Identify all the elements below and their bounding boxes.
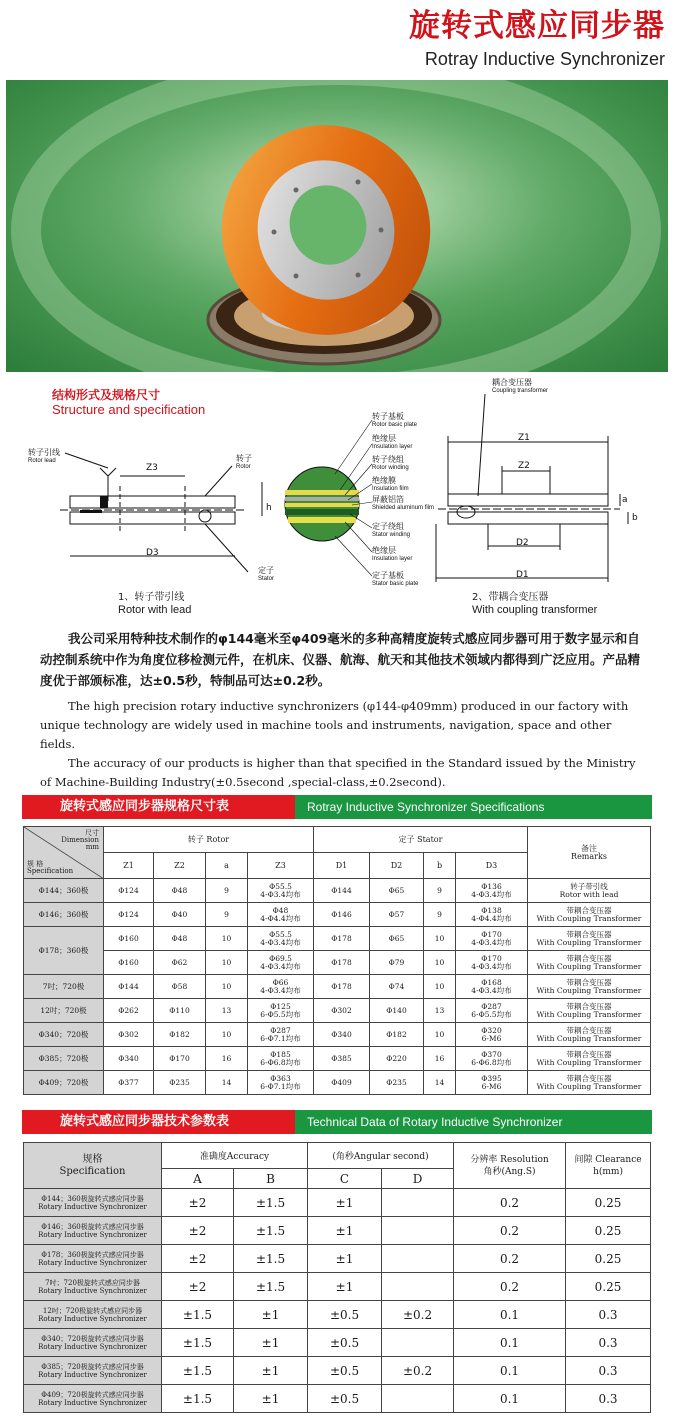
dim-d1: D1: [516, 570, 529, 580]
z1-cell: Φ160: [104, 951, 154, 975]
table-row: [24, 1329, 651, 1357]
grade-b-cell: ±1.5: [234, 1245, 308, 1273]
label-rotor-lead: 转子引线 Rotor lead: [28, 448, 60, 464]
remarks-cell: 带耦合变压器 With Coupling Transformer: [528, 927, 651, 951]
resolution-cell: 0.2: [454, 1189, 566, 1217]
caption-rotor-with-lead: 1、转子带引线 Rotor with lead: [118, 592, 192, 616]
b-cell: 10: [424, 951, 456, 975]
table-row: [24, 999, 651, 1023]
resolution-cell: 0.1: [454, 1357, 566, 1385]
grade-header: B: [234, 1169, 308, 1189]
d3-cell: Φ395 6-M6: [456, 1071, 528, 1095]
page-subtitle: Rotray Inductive Synchronizer: [424, 49, 665, 69]
z2-cell: Φ40: [154, 903, 206, 927]
z1-cell: Φ124: [104, 879, 154, 903]
z3-cell: Φ287 6-Φ7.1均布: [248, 1023, 314, 1047]
grade-d-cell: [382, 1273, 454, 1301]
tech-spec-cell: Φ340；720极旋转式感应同步器 Rotary Inductive Synchronizer: [24, 1329, 162, 1357]
dim-z1: Z1: [518, 433, 530, 443]
b-cell: 9: [424, 879, 456, 903]
table-row: [24, 1357, 651, 1385]
b-cell: 16: [424, 1047, 456, 1071]
d3-cell: Φ320 6-M6: [456, 1023, 528, 1047]
z2-cell: Φ58: [154, 975, 206, 999]
z1-cell: Φ302: [104, 1023, 154, 1047]
grade-c-cell: ±0.5: [308, 1385, 382, 1413]
d3-cell: Φ370 6-Φ6.8均布: [456, 1047, 528, 1071]
z1-cell: Φ124: [104, 903, 154, 927]
tech-spec-cell: Φ385；720极旋转式感应同步器 Rotary Inductive Synchronizer: [24, 1357, 162, 1385]
grade-a-cell: ±2: [162, 1273, 234, 1301]
spec-cell: Φ144；360极: [24, 879, 104, 903]
d3-cell: Φ168 4-Φ3.4均布: [456, 975, 528, 999]
table-row: [24, 1071, 651, 1095]
remarks-cell: 带耦合变压器 With Coupling Transformer: [528, 951, 651, 975]
grade-a-cell: ±2: [162, 1189, 234, 1217]
grade-header: C: [308, 1169, 382, 1189]
table-row: [24, 1047, 651, 1071]
table-row: [24, 975, 651, 999]
structure-heading-cn: 结构形式及规格尺寸: [52, 388, 161, 402]
clearance-cell: 0.25: [566, 1189, 651, 1217]
dim-h: h: [266, 503, 272, 513]
grade-c-cell: ±1: [308, 1189, 382, 1217]
grade-b-cell: ±1.5: [234, 1273, 308, 1301]
dim-b: b: [632, 513, 638, 523]
structure-heading-en: Structure and specification: [52, 402, 206, 417]
d1-cell: Φ146: [314, 903, 370, 927]
dim-d3: D3: [146, 548, 159, 558]
spec-cell: Φ178；360极: [24, 927, 104, 975]
spec-corner-header: 尺寸 Dimension mm 规 格 Specification: [24, 827, 104, 879]
z2-cell: Φ62: [154, 951, 206, 975]
z3-cell: Φ55.5 4-Φ3.4均布: [248, 879, 314, 903]
tech-spec-cell: Φ409；720极旋转式感应同步器 Rotary Inductive Synchronizer: [24, 1385, 162, 1413]
d1-cell: Φ385: [314, 1047, 370, 1071]
d2-cell: Φ182: [370, 1023, 424, 1047]
grade-c-cell: ±0.5: [308, 1301, 382, 1329]
spec-bar-en: Rotray Inductive Synchronizer Specifications: [295, 795, 652, 819]
d1-cell: Φ409: [314, 1071, 370, 1095]
grade-b-cell: ±1: [234, 1301, 308, 1329]
a-cell: 14: [206, 1071, 248, 1095]
grade-a-cell: ±1.5: [162, 1385, 234, 1413]
table-row: [24, 879, 651, 903]
intro-english-p1: The high precision rotary inductive synchronizers (φ144-φ409mm) produced in our factory with unique technology are widely used in machine tools and instruments, navigation, space and other fields.: [40, 699, 629, 751]
dim-a: a: [622, 495, 628, 505]
b-cell: 14: [424, 1071, 456, 1095]
z3-cell: Φ185 6-Φ6.8均布: [248, 1047, 314, 1071]
title-block: [409, 6, 665, 70]
d2-cell: Φ140: [370, 999, 424, 1023]
grade-d-cell: [382, 1189, 454, 1217]
spec-cell: Φ340；720极: [24, 1023, 104, 1047]
d2-cell: Φ57: [370, 903, 424, 927]
b-cell: 13: [424, 999, 456, 1023]
clearance-cell: 0.3: [566, 1329, 651, 1357]
grade-a-cell: ±1.5: [162, 1329, 234, 1357]
grade-b-cell: ±1: [234, 1385, 308, 1413]
z1-cell: Φ262: [104, 999, 154, 1023]
resolution-cell: 0.2: [454, 1217, 566, 1245]
z1-cell: Φ377: [104, 1071, 154, 1095]
remarks-cell: 带耦合变压器 With Coupling Transformer: [528, 1047, 651, 1071]
d1-cell: Φ178: [314, 951, 370, 975]
z2-cell: Φ170: [154, 1047, 206, 1071]
dim-d2: D2: [516, 538, 529, 548]
spec-section-bar: [22, 795, 652, 819]
d3-cell: Φ170 4-Φ3.4均布: [456, 951, 528, 975]
table-row: [24, 1189, 651, 1217]
grade-d-cell: [382, 1245, 454, 1273]
grade-c-cell: ±0.5: [308, 1329, 382, 1357]
caption-with-coupling-transformer: 2、带耦合变压器 With coupling transformer: [472, 592, 598, 616]
z3-cell: Φ48 4-Φ4.4均布: [248, 903, 314, 927]
clearance-cell: 0.3: [566, 1385, 651, 1413]
grade-c-cell: ±1: [308, 1217, 382, 1245]
z2-cell: Φ48: [154, 879, 206, 903]
remarks-cell: 转子带引线 Rotor with lead: [528, 879, 651, 903]
intro-chinese: 我公司采用特种技术制作的φ144毫米至φ409毫米的多种高精度旋转式感应同步器可用于数字显示和自动控制系统中作为角度位移检测元件，在机床、仪器、航海、航天和其他技术领域内都得到广泛应用。产品精度优于部颁标准，达±0.5秒，特制品可达±0.2秒。: [40, 631, 641, 688]
z3-cell: Φ363 6-Φ7.1均布: [248, 1071, 314, 1095]
grade-a-cell: ±1.5: [162, 1357, 234, 1385]
resolution-cell: 0.1: [454, 1385, 566, 1413]
remarks-header: 备注 Remarks: [528, 827, 651, 879]
table-row: [24, 903, 651, 927]
tech-table-body: [24, 1189, 651, 1413]
z1-cell: Φ160: [104, 927, 154, 951]
a-cell: 9: [206, 903, 248, 927]
remarks-cell: 带耦合变压器 With Coupling Transformer: [528, 903, 651, 927]
z2-cell: Φ110: [154, 999, 206, 1023]
grade-d-cell: [382, 1385, 454, 1413]
grade-header: D: [382, 1169, 454, 1189]
resolution-cell: 0.2: [454, 1245, 566, 1273]
a-cell: 10: [206, 975, 248, 999]
clearance-header: 间隙 Clearance h(mm): [566, 1143, 651, 1189]
grade-d-cell: ±0.2: [382, 1301, 454, 1329]
tech-spec-cell: 12吋；720极旋转式感应同步器 Rotary Inductive Synchronizer: [24, 1301, 162, 1329]
label-stator-winding: 定子绕组 Stator winding: [372, 522, 411, 538]
a-cell: 10: [206, 951, 248, 975]
z2-cell: Φ182: [154, 1023, 206, 1047]
col-header: D2: [370, 853, 424, 879]
angular-second-header: (角秒Angular second): [308, 1143, 454, 1169]
spec-bar-cn: 旋转式感应同步器规格尺寸表: [22, 795, 295, 819]
d2-cell: Φ220: [370, 1047, 424, 1071]
page-title: 旋转式感应同步器: [409, 8, 665, 44]
grade-c-cell: ±1: [308, 1273, 382, 1301]
table-row: [24, 1301, 651, 1329]
tech-spec-cell: 7吋；720极旋转式感应同步器 Rotary Inductive Synchronizer: [24, 1273, 162, 1301]
d2-cell: Φ65: [370, 927, 424, 951]
a-cell: 13: [206, 999, 248, 1023]
table-row: [24, 1023, 651, 1047]
tech-section-bar: [22, 1110, 652, 1134]
stator-header: 定子 Stator: [314, 827, 528, 853]
grade-d-cell: [382, 1329, 454, 1357]
grade-b-cell: ±1.5: [234, 1217, 308, 1245]
intro-english-p2: The accuracy of our products is higher than that specified in the Standard issued by the Ministry of Machine-Building Industry(±0.5second ,special-class,±0.2second).: [40, 756, 636, 789]
d1-cell: Φ144: [314, 879, 370, 903]
z2-cell: Φ235: [154, 1071, 206, 1095]
b-cell: 9: [424, 903, 456, 927]
synchronizer-illustration: [6, 80, 668, 372]
table-row: [24, 927, 651, 951]
spec-table-body: [24, 879, 651, 1095]
d1-cell: Φ178: [314, 975, 370, 999]
structure-diagram: [0, 376, 683, 621]
tech-spec-cell: Φ144；360极旋转式感应同步器 Rotary Inductive Synchronizer: [24, 1189, 162, 1217]
b-cell: 10: [424, 927, 456, 951]
cross-section: [285, 420, 372, 576]
label-rotor: 转子 Rotor: [236, 454, 252, 470]
table-row: [24, 1273, 651, 1301]
remarks-cell: 带耦合变压器 With Coupling Transformer: [528, 1023, 651, 1047]
z2-cell: Φ48: [154, 927, 206, 951]
z3-cell: Φ66 4-Φ3.4均布: [248, 975, 314, 999]
remarks-cell: 带耦合变压器 With Coupling Transformer: [528, 1071, 651, 1095]
d1-cell: Φ302: [314, 999, 370, 1023]
col-header: D3: [456, 853, 528, 879]
clearance-cell: 0.3: [566, 1301, 651, 1329]
resolution-cell: 0.2: [454, 1273, 566, 1301]
a-cell: 10: [206, 927, 248, 951]
label-shielded-aluminum: 屏蔽铝箔 Shielded aluminum film: [372, 495, 435, 511]
table-row: [24, 1217, 651, 1245]
label-stator: 定子 Stator: [258, 566, 275, 582]
d1-cell: Φ340: [314, 1023, 370, 1047]
tech-spec-header: 规格 Specification: [24, 1143, 162, 1189]
spec-cell: 7吋；720极: [24, 975, 104, 999]
grade-a-cell: ±1.5: [162, 1301, 234, 1329]
col-header: D1: [314, 853, 370, 879]
d3-cell: Φ170 4-Φ3.4均布: [456, 927, 528, 951]
structure-drawings: [0, 376, 683, 621]
rotor-header: 转子 Rotor: [104, 827, 314, 853]
grade-a-cell: ±2: [162, 1245, 234, 1273]
intro-english: [40, 697, 650, 792]
resolution-cell: 0.1: [454, 1301, 566, 1329]
remarks-cell: 带耦合变压器 With Coupling Transformer: [528, 999, 651, 1023]
resolution-cell: 0.1: [454, 1329, 566, 1357]
d2-cell: Φ65: [370, 879, 424, 903]
label-rotor-basic-plate: 转子基板 Rotor basic plate: [372, 412, 418, 428]
z1-cell: Φ340: [104, 1047, 154, 1071]
grade-c-cell: ±0.5: [308, 1357, 382, 1385]
z3-cell: Φ125 6-Φ5.5均布: [248, 999, 314, 1023]
d1-cell: Φ178: [314, 927, 370, 951]
label-insulation-layer-2: 绝缘层 Insulation layer: [372, 546, 413, 562]
col-header: b: [424, 853, 456, 879]
z3-cell: Φ55.5 4-Φ3.4均布: [248, 927, 314, 951]
table-row: [24, 1245, 651, 1273]
label-rotor-winding: 转子绕组 Rotor winding: [372, 455, 409, 471]
a-cell: 16: [206, 1047, 248, 1071]
z1-cell: Φ144: [104, 975, 154, 999]
col-header: Z1: [104, 853, 154, 879]
label-insulation-film: 绝缘膜 Insulation film: [372, 476, 409, 492]
spec-table: [23, 826, 651, 1095]
d2-cell: Φ74: [370, 975, 424, 999]
grade-a-cell: ±2: [162, 1217, 234, 1245]
spec-cell: Φ146；360极: [24, 903, 104, 927]
tech-spec-cell: Φ146；360极旋转式感应同步器 Rotary Inductive Synchronizer: [24, 1217, 162, 1245]
tech-bar-cn: 旋转式感应同步器技术参数表: [22, 1110, 295, 1134]
spec-cell: 12吋；720极: [24, 999, 104, 1023]
label-coupling-transformer: 耦合变压器 Coupling transformer: [492, 378, 549, 394]
grade-d-cell: ±0.2: [382, 1357, 454, 1385]
b-cell: 10: [424, 1023, 456, 1047]
tech-spec-cell: Φ178；360极旋转式感应同步器 Rotary Inductive Synchronizer: [24, 1245, 162, 1273]
accuracy-header: 准确度Accuracy: [162, 1143, 308, 1169]
remarks-cell: 带耦合变压器 With Coupling Transformer: [528, 975, 651, 999]
table-row: [24, 1385, 651, 1413]
table-row: [24, 951, 651, 975]
z3-cell: Φ69.5 4-Φ3.4均布: [248, 951, 314, 975]
grade-header: A: [162, 1169, 234, 1189]
col-header: Z2: [154, 853, 206, 879]
col-header: Z3: [248, 853, 314, 879]
a-cell: 9: [206, 879, 248, 903]
dim-z3: Z3: [146, 463, 158, 473]
grade-c-cell: ±1: [308, 1245, 382, 1273]
label-stator-basic-plate: 定子基板 Stator basic plate: [372, 571, 419, 587]
tech-table: [23, 1142, 651, 1413]
product-photo: [6, 80, 668, 372]
grade-b-cell: ±1: [234, 1357, 308, 1385]
b-cell: 10: [424, 975, 456, 999]
clearance-cell: 0.25: [566, 1245, 651, 1273]
d2-cell: Φ235: [370, 1071, 424, 1095]
label-insulation-layer-1: 绝缘层 Insulation layer: [372, 434, 413, 450]
a-cell: 10: [206, 1023, 248, 1047]
d3-cell: Φ136 4-Φ3.4均布: [456, 879, 528, 903]
col-header: a: [206, 853, 248, 879]
tech-bar-en: Technical Data of Rotary Inductive Synchronizer: [295, 1110, 652, 1134]
clearance-cell: 0.25: [566, 1217, 651, 1245]
grade-b-cell: ±1.5: [234, 1189, 308, 1217]
spec-cell: Φ385；720极: [24, 1047, 104, 1071]
grade-d-cell: [382, 1217, 454, 1245]
dim-z2: Z2: [518, 461, 530, 471]
d2-cell: Φ79: [370, 951, 424, 975]
grade-b-cell: ±1: [234, 1329, 308, 1357]
d3-cell: Φ287 6-Φ5.5均布: [456, 999, 528, 1023]
clearance-cell: 0.3: [566, 1357, 651, 1385]
d3-cell: Φ138 4-Φ4.4均布: [456, 903, 528, 927]
resolution-header: 分辨率 Resolution 角秒(Ang.S): [454, 1143, 566, 1189]
clearance-cell: 0.25: [566, 1273, 651, 1301]
spec-cell: Φ409；720极: [24, 1071, 104, 1095]
